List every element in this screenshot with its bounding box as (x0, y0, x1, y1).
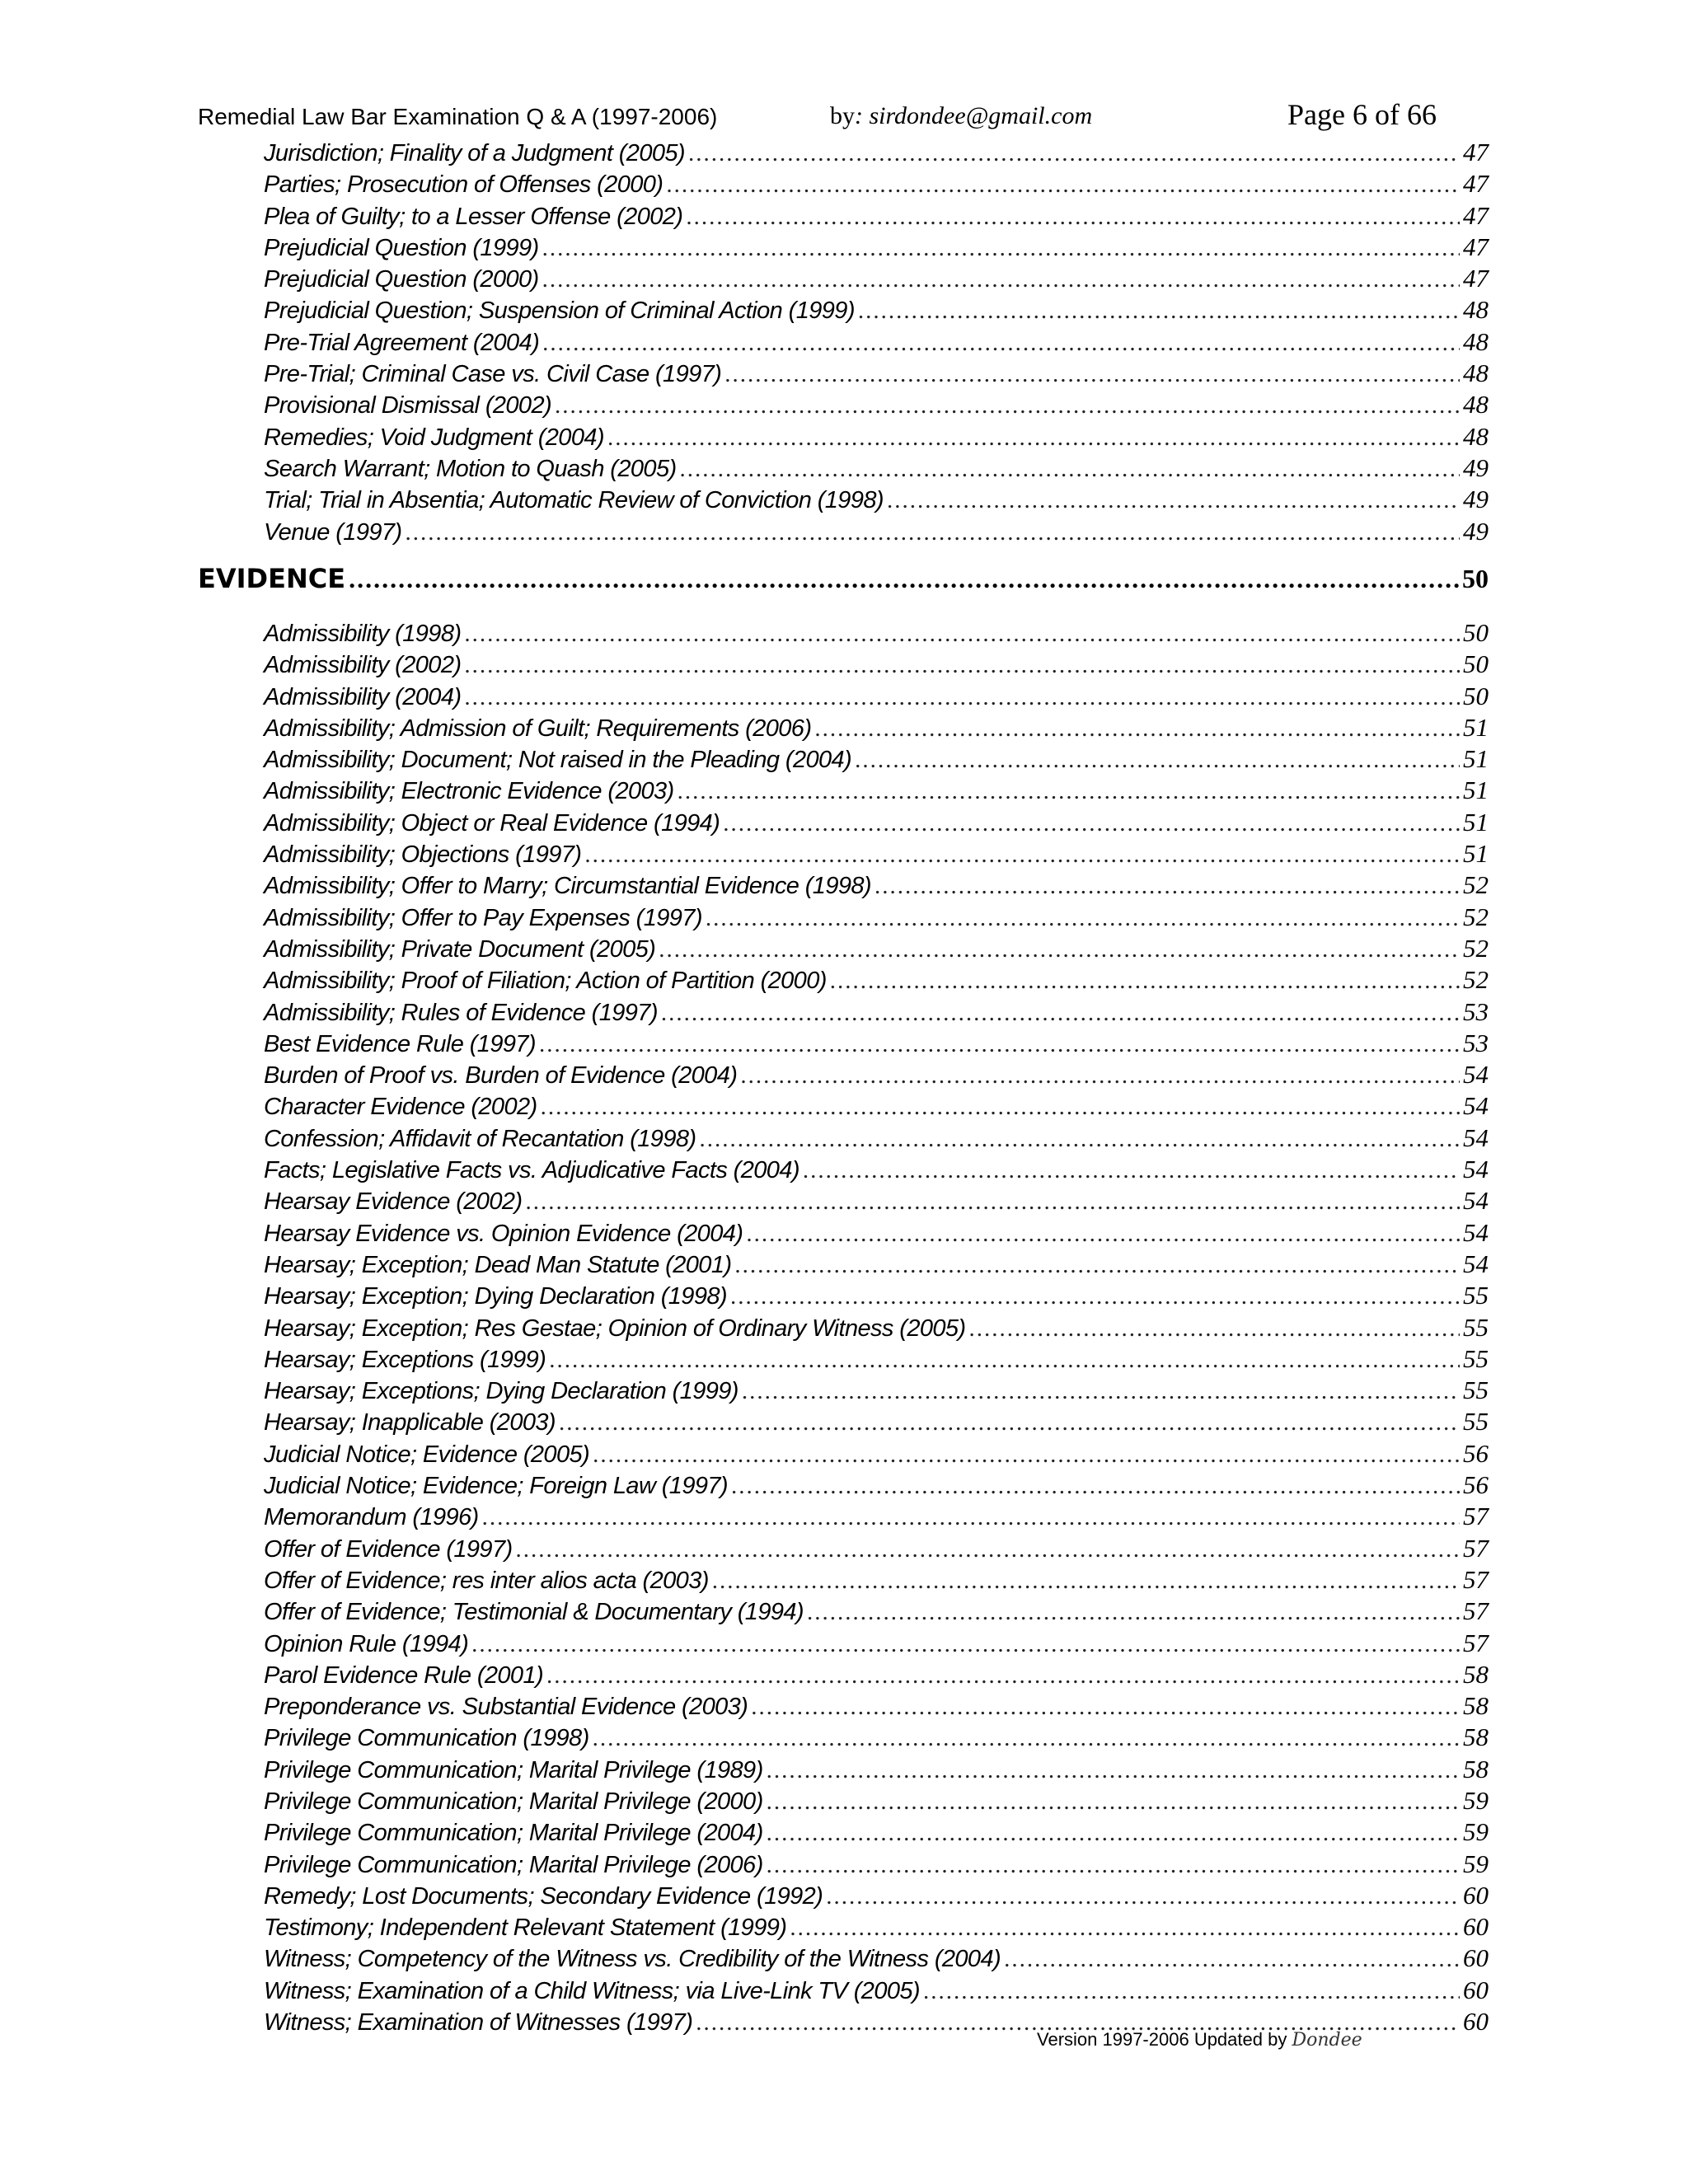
toc-entry[interactable] (198, 389, 1489, 420)
toc-section-heading (198, 560, 1489, 597)
toc-entry-page: 47 (1463, 264, 1489, 293)
toc-entry-page: 56 (1463, 1470, 1489, 1500)
toc-entry-page: 50 (1463, 618, 1489, 647)
toc-entry-page: 47 (1463, 169, 1489, 199)
dot-leader (559, 1407, 1460, 1438)
toc-entry-label: Offer of Evidence (1997) (264, 1535, 513, 1563)
toc-entry-label: Privilege Communication; Marital Privilege (1989) (264, 1756, 763, 1783)
toc-entry-label: Preponderance vs. Substantial Evidence (2003) (264, 1694, 748, 1721)
toc-entry-label: Remedies; Void Judgment (2004) (264, 424, 604, 451)
toc-criminal-procedure-list (198, 137, 1489, 547)
toc-entry-label: Prejudicial Question; Suspension of Criminal Action (1999) (264, 298, 855, 325)
dot-leader (593, 1722, 1460, 1754)
toc-entry[interactable] (198, 1312, 1489, 1343)
toc-entry-label: Privilege Communication; Marital Privilege (2004) (264, 1820, 763, 1847)
toc-entry-page: 58 (1463, 1722, 1489, 1752)
author-line (830, 102, 1092, 130)
dot-leader (464, 649, 1460, 681)
toc-entry-label: Admissibility; Private Document (2005) (264, 935, 656, 963)
toc-entry[interactable] (198, 869, 1489, 901)
toc-entry[interactable] (198, 1722, 1489, 1753)
dot-leader (858, 295, 1460, 326)
toc-entry-page: 57 (1463, 1628, 1489, 1657)
toc-entry[interactable] (198, 1880, 1489, 1911)
toc-entry-label: Hearsay; Exceptions; Dying Declaration (1999) (264, 1378, 738, 1405)
toc-entry[interactable] (198, 1343, 1489, 1375)
toc-entry[interactable] (198, 1406, 1489, 1437)
toc-entry-label: Admissibility; Electronic Evidence (2003) (264, 778, 674, 805)
toc-entry[interactable] (198, 1628, 1489, 1659)
dot-leader (661, 997, 1460, 1029)
dot-leader (666, 169, 1460, 200)
toc-entry-label: Witness; Examination of Witnesses (1997) (264, 2009, 693, 2036)
page-footer (1037, 2029, 1362, 2050)
toc-entry-page: 60 (1463, 1880, 1489, 1910)
toc-entry-page: 48 (1463, 326, 1489, 356)
toc-entry-page: 57 (1463, 1533, 1489, 1563)
toc-entry-page: 48 (1463, 390, 1489, 419)
dot-leader (349, 560, 1459, 597)
toc-entry-label: Pre-Trial Agreement (2004) (264, 329, 540, 356)
toc-entry-label: Admissibility (1998) (264, 621, 462, 647)
toc-entry-label: Testimony; Independent Relevant Statement (1999) (264, 1915, 787, 1942)
dot-leader (826, 1881, 1460, 1912)
dot-leader (471, 1629, 1460, 1660)
dot-leader (482, 1502, 1460, 1533)
toc-entry[interactable] (198, 232, 1489, 263)
toc-entry-page: 49 (1463, 516, 1489, 546)
toc-entry-label: Prejudicial Question (1999) (264, 234, 539, 261)
toc-entry[interactable] (198, 358, 1489, 389)
dot-leader (742, 1376, 1460, 1407)
toc-entry[interactable] (198, 1596, 1489, 1627)
toc-entry[interactable] (198, 516, 1489, 547)
toc-entry[interactable] (198, 1375, 1489, 1406)
author-prefix: by (830, 102, 855, 129)
dot-leader (678, 776, 1460, 807)
toc-entry[interactable] (198, 484, 1489, 515)
toc-entry[interactable] (198, 1816, 1489, 1848)
toc-entry[interactable] (198, 681, 1489, 712)
dot-leader (767, 1849, 1460, 1881)
toc-entry-label: Parties; Prosecution of Offenses (2000) (264, 171, 663, 199)
section-page: 50 (1462, 564, 1489, 593)
toc-entry[interactable] (198, 807, 1489, 838)
dot-leader (699, 1123, 1460, 1155)
toc-entry-label: Provisional Dismissal (2002) (264, 392, 552, 419)
toc-entry[interactable] (198, 1849, 1489, 1880)
dot-leader (555, 390, 1460, 421)
toc-entry[interactable] (198, 712, 1489, 743)
toc-entry-page: 52 (1463, 965, 1489, 995)
toc-entry-label: Pre-Trial; Criminal Case vs. Civil Case (1997) (264, 361, 722, 388)
toc-entry-page: 54 (1463, 1122, 1489, 1152)
dot-leader (923, 1975, 1460, 2007)
toc-entry-page: 49 (1463, 452, 1489, 482)
toc-entry[interactable] (198, 1501, 1489, 1532)
toc-entry-label: Hearsay Evidence vs. Opinion Evidence (2004) (264, 1220, 743, 1247)
toc-entry-page: 48 (1463, 359, 1489, 388)
toc-entry-label: Admissibility; Offer to Marry; Circumstantial Evidence (1998) (264, 873, 871, 900)
toc-entry[interactable] (198, 964, 1489, 996)
dot-leader (855, 744, 1460, 776)
dot-leader (464, 618, 1460, 649)
toc-entry-label: Privilege Communication (1998) (264, 1725, 589, 1752)
dot-leader (541, 1091, 1460, 1122)
toc-entry-label: Judicial Notice; Evidence; Foreign Law (1997) (264, 1473, 728, 1500)
toc-entry-page: 55 (1463, 1407, 1489, 1436)
dot-leader (1004, 1943, 1460, 1975)
toc-entry-page: 47 (1463, 138, 1489, 166)
toc-entry-label: Hearsay; Inapplicable (2003) (264, 1409, 556, 1436)
toc-entry[interactable] (198, 1438, 1489, 1469)
toc-entry-label: Admissibility (2004) (264, 683, 462, 710)
dot-leader (405, 517, 1460, 548)
dot-leader (542, 232, 1460, 264)
dot-leader (516, 1534, 1460, 1565)
toc-entry-page: 52 (1463, 933, 1489, 963)
toc-entry[interactable] (198, 1469, 1489, 1501)
toc-entry-label: Admissibility (2002) (264, 652, 462, 679)
toc-entry-page: 51 (1463, 744, 1489, 774)
toc-entry-label: Hearsay; Exceptions (1999) (264, 1346, 546, 1373)
toc-entry[interactable] (198, 1059, 1489, 1090)
toc-entry[interactable] (198, 743, 1489, 775)
toc-entry-page: 56 (1463, 1438, 1489, 1468)
toc-entry[interactable] (198, 452, 1489, 484)
dot-leader (659, 934, 1460, 965)
dot-leader (730, 1281, 1460, 1312)
toc-entry-page: 59 (1463, 1849, 1489, 1878)
toc-entry-page: 57 (1463, 1502, 1489, 1531)
toc-section-evidence[interactable] (198, 560, 1489, 597)
toc-entry-page: 58 (1463, 1659, 1489, 1689)
dot-leader (767, 1817, 1460, 1849)
toc-entry-label: Plea of Guilty; to a Lesser Offense (2002) (264, 203, 683, 230)
toc-entry[interactable] (198, 263, 1489, 294)
toc-entry[interactable] (198, 1249, 1489, 1280)
dot-leader (584, 839, 1460, 870)
toc-entry-label: Hearsay; Exception; Res Gestae; Opinion of Ordinary Witness (2005) (264, 1315, 966, 1342)
toc-entry-page: 47 (1463, 232, 1489, 261)
toc-entry-page: 51 (1463, 712, 1489, 742)
dot-leader (874, 870, 1460, 902)
toc-entry-label: Hearsay; Exception; Dead Man Statute (2001) (264, 1251, 732, 1278)
dot-leader (731, 1470, 1460, 1502)
toc-entry-page: 54 (1463, 1155, 1489, 1184)
toc-entry-page: 57 (1463, 1564, 1489, 1594)
toc-entry-label: Hearsay Evidence (2002) (264, 1188, 523, 1216)
toc-entry-page: 55 (1463, 1343, 1489, 1373)
toc-entry-label: Character Evidence (2002) (264, 1094, 537, 1121)
page-number: Page 6 of 66 (1287, 98, 1437, 131)
toc-entry[interactable] (198, 902, 1489, 933)
toc-entry[interactable] (198, 1090, 1489, 1122)
dot-leader (734, 1249, 1460, 1281)
dot-leader (751, 1691, 1460, 1722)
toc-entry[interactable] (198, 1533, 1489, 1564)
author-email: : sirdondee@gmail.com (855, 102, 1093, 129)
toc-entry[interactable] (198, 168, 1489, 199)
dot-leader (688, 138, 1460, 169)
toc-entry[interactable] (198, 1785, 1489, 1816)
toc-entry[interactable] (198, 1754, 1489, 1785)
toc-entry[interactable] (198, 933, 1489, 964)
dot-leader (546, 1660, 1460, 1691)
toc-entry[interactable] (198, 1185, 1489, 1216)
dot-leader (549, 1344, 1460, 1376)
toc-entry-page: 53 (1463, 1028, 1489, 1057)
toc-entry-page: 57 (1463, 1596, 1489, 1626)
dot-leader (767, 1755, 1460, 1786)
toc-entry[interactable] (198, 1690, 1489, 1722)
dot-leader (887, 485, 1460, 516)
dot-leader (539, 1029, 1460, 1060)
toc-entry-page: 52 (1463, 870, 1489, 900)
version-text: Version 1997-2006 Updated by (1037, 2029, 1292, 2050)
toc-entry-label: Venue (1997) (264, 518, 402, 546)
dot-leader (740, 1060, 1460, 1091)
toc-entry-label: Admissibility; Object or Real Evidence (1994) (264, 809, 720, 837)
dot-leader (790, 1912, 1460, 1943)
toc-entry[interactable] (198, 200, 1489, 232)
dot-leader (746, 1218, 1460, 1249)
toc-entry[interactable] (198, 1975, 1489, 2006)
toc-entry[interactable] (198, 996, 1489, 1028)
toc-entry-label: Offer of Evidence; res inter alios acta (2003) (264, 1567, 709, 1594)
toc-entry[interactable] (198, 775, 1489, 806)
toc-entry[interactable] (198, 1659, 1489, 1690)
toc-entry-label: Prejudicial Question (2000) (264, 266, 539, 293)
toc-entry-page: 48 (1463, 421, 1489, 451)
toc-entry-label: Privilege Communication; Marital Privilege (2006) (264, 1851, 763, 1878)
dot-leader (525, 1186, 1460, 1217)
dot-leader (814, 713, 1460, 744)
toc-entry-label: Witness; Examination of a Child Witness; via Live-Link TV (2005) (264, 1977, 920, 2004)
toc-entry-page: 51 (1463, 807, 1489, 837)
toc-entry-label: Parol Evidence Rule (2001) (264, 1661, 544, 1689)
toc-entry[interactable] (198, 421, 1489, 452)
dot-leader (803, 1155, 1460, 1186)
toc-entry-page: 58 (1463, 1754, 1489, 1783)
toc-entry-page: 60 (1463, 1943, 1489, 1973)
dot-leader (542, 327, 1460, 359)
toc-entry-label: Hearsay; Exception; Dying Declaration (1998) (264, 1283, 727, 1310)
dot-leader (724, 359, 1460, 390)
toc-entry[interactable] (198, 1154, 1489, 1185)
dot-leader (607, 422, 1460, 453)
toc-entry[interactable] (198, 617, 1489, 649)
toc-entry[interactable] (198, 1122, 1489, 1154)
toc-entry-page: 59 (1463, 1785, 1489, 1815)
toc-entry-page: 54 (1463, 1186, 1489, 1216)
toc-entry-page: 51 (1463, 776, 1489, 805)
dot-leader (706, 902, 1460, 934)
page-header (198, 98, 1489, 135)
toc-entry-page: 55 (1463, 1281, 1489, 1310)
toc-entry-label: Facts; Legislative Facts vs. Adjudicative Facts (2004) (264, 1157, 799, 1184)
toc-entry-label: Remedy; Lost Documents; Secondary Evidence (1992) (264, 1882, 823, 1910)
toc-entry-page: 55 (1463, 1312, 1489, 1342)
toc-entry-page: 54 (1463, 1060, 1489, 1090)
dot-leader (723, 808, 1460, 839)
toc-entry[interactable] (198, 1217, 1489, 1249)
toc-entry[interactable] (198, 838, 1489, 869)
toc-entry-page: 58 (1463, 1691, 1489, 1721)
toc-entry-label: Trial; Trial in Absentia; Automatic Review of Conviction (1998) (264, 487, 884, 514)
toc-evidence-list (198, 617, 1489, 2037)
toc-entry[interactable] (198, 294, 1489, 326)
toc-entry-page: 49 (1463, 485, 1489, 514)
toc-entry[interactable] (198, 1564, 1489, 1596)
toc-entry-page: 55 (1463, 1376, 1489, 1405)
toc-entry-page: 48 (1463, 295, 1489, 325)
dot-leader (542, 264, 1460, 295)
dot-leader (593, 1439, 1460, 1470)
toc-entry-label: Admissibility; Rules of Evidence (1997) (264, 999, 658, 1026)
dot-leader (830, 965, 1460, 996)
toc-entry[interactable] (198, 1280, 1489, 1311)
toc-entry-page: 60 (1463, 1912, 1489, 1942)
toc-entry-page: 60 (1463, 2007, 1489, 2036)
toc-entry-label: Memorandum (1996) (264, 1504, 479, 1531)
toc-entry-label: Opinion Rule (1994) (264, 1630, 469, 1657)
toc-entry-page: 51 (1463, 839, 1489, 869)
toc-entry-page: 52 (1463, 902, 1489, 931)
toc-entry-label: Confession; Affidavit of Recantation (1998) (264, 1125, 696, 1152)
toc-entry[interactable] (198, 649, 1489, 680)
toc-entry-page: 54 (1463, 1217, 1489, 1247)
section-label: EVIDENCE (198, 563, 346, 594)
toc-entry-label: Offer of Evidence; Testimonial & Documentary (1994) (264, 1599, 804, 1626)
toc-entry-page: 54 (1463, 1249, 1489, 1278)
toc-entry-label: Burden of Proof vs. Burden of Evidence (2004) (264, 1062, 738, 1090)
toc-entry[interactable] (198, 1911, 1489, 1943)
dot-leader (680, 453, 1460, 485)
toc-entry-page: 59 (1463, 1817, 1489, 1847)
toc-entry-label: Judicial Notice; Evidence (2005) (264, 1441, 590, 1468)
toc-entry[interactable] (198, 137, 1489, 168)
toc-entry-label: Admissibility; Offer to Pay Expenses (1997) (264, 904, 702, 931)
toc-entry[interactable] (198, 1943, 1489, 1974)
toc-entry[interactable] (198, 1028, 1489, 1059)
document-title: Remedial Law Bar Examination Q & A (1997-2006) (198, 104, 718, 129)
toc-entry-page: 47 (1463, 200, 1489, 230)
dot-leader (712, 1565, 1460, 1596)
toc-entry[interactable] (198, 326, 1489, 358)
dot-leader (686, 201, 1460, 232)
dot-leader (464, 682, 1460, 713)
toc-entry-label: Admissibility; Proof of Filiation; Action of Partition (2000) (264, 968, 827, 995)
toc-entry-page: 53 (1463, 996, 1489, 1026)
toc-entry-label: Admissibility; Objections (1997) (264, 841, 582, 869)
toc-entry-page: 50 (1463, 649, 1489, 679)
toc-entry-page: 54 (1463, 1091, 1489, 1121)
toc-entry-page: 50 (1463, 681, 1489, 710)
dot-leader (969, 1313, 1461, 1344)
toc-entry-label: Best Evidence Rule (1997) (264, 1030, 536, 1057)
dot-leader (767, 1786, 1460, 1817)
toc-entry-label: Admissibility; Admission of Guilt; Requirements (2006) (264, 715, 812, 742)
toc-entry-label: Privilege Communication; Marital Privilege (2000) (264, 1788, 763, 1815)
toc-entry-label: Jurisdiction; Finality of a Judgment (2005) (264, 140, 685, 166)
toc-entry-label: Witness; Competency of the Witness vs. Credibility of the Witness (2004) (264, 1946, 1001, 1973)
toc-entry-label: Admissibility; Document; Not raised in the Pleading (2004) (264, 747, 852, 774)
toc-entry-label: Search Warrant; Motion to Quash (2005) (264, 455, 677, 482)
toc-entry-page: 60 (1463, 1975, 1489, 2004)
dot-leader (807, 1596, 1460, 1628)
signature: Dondee (1292, 2030, 1362, 2050)
